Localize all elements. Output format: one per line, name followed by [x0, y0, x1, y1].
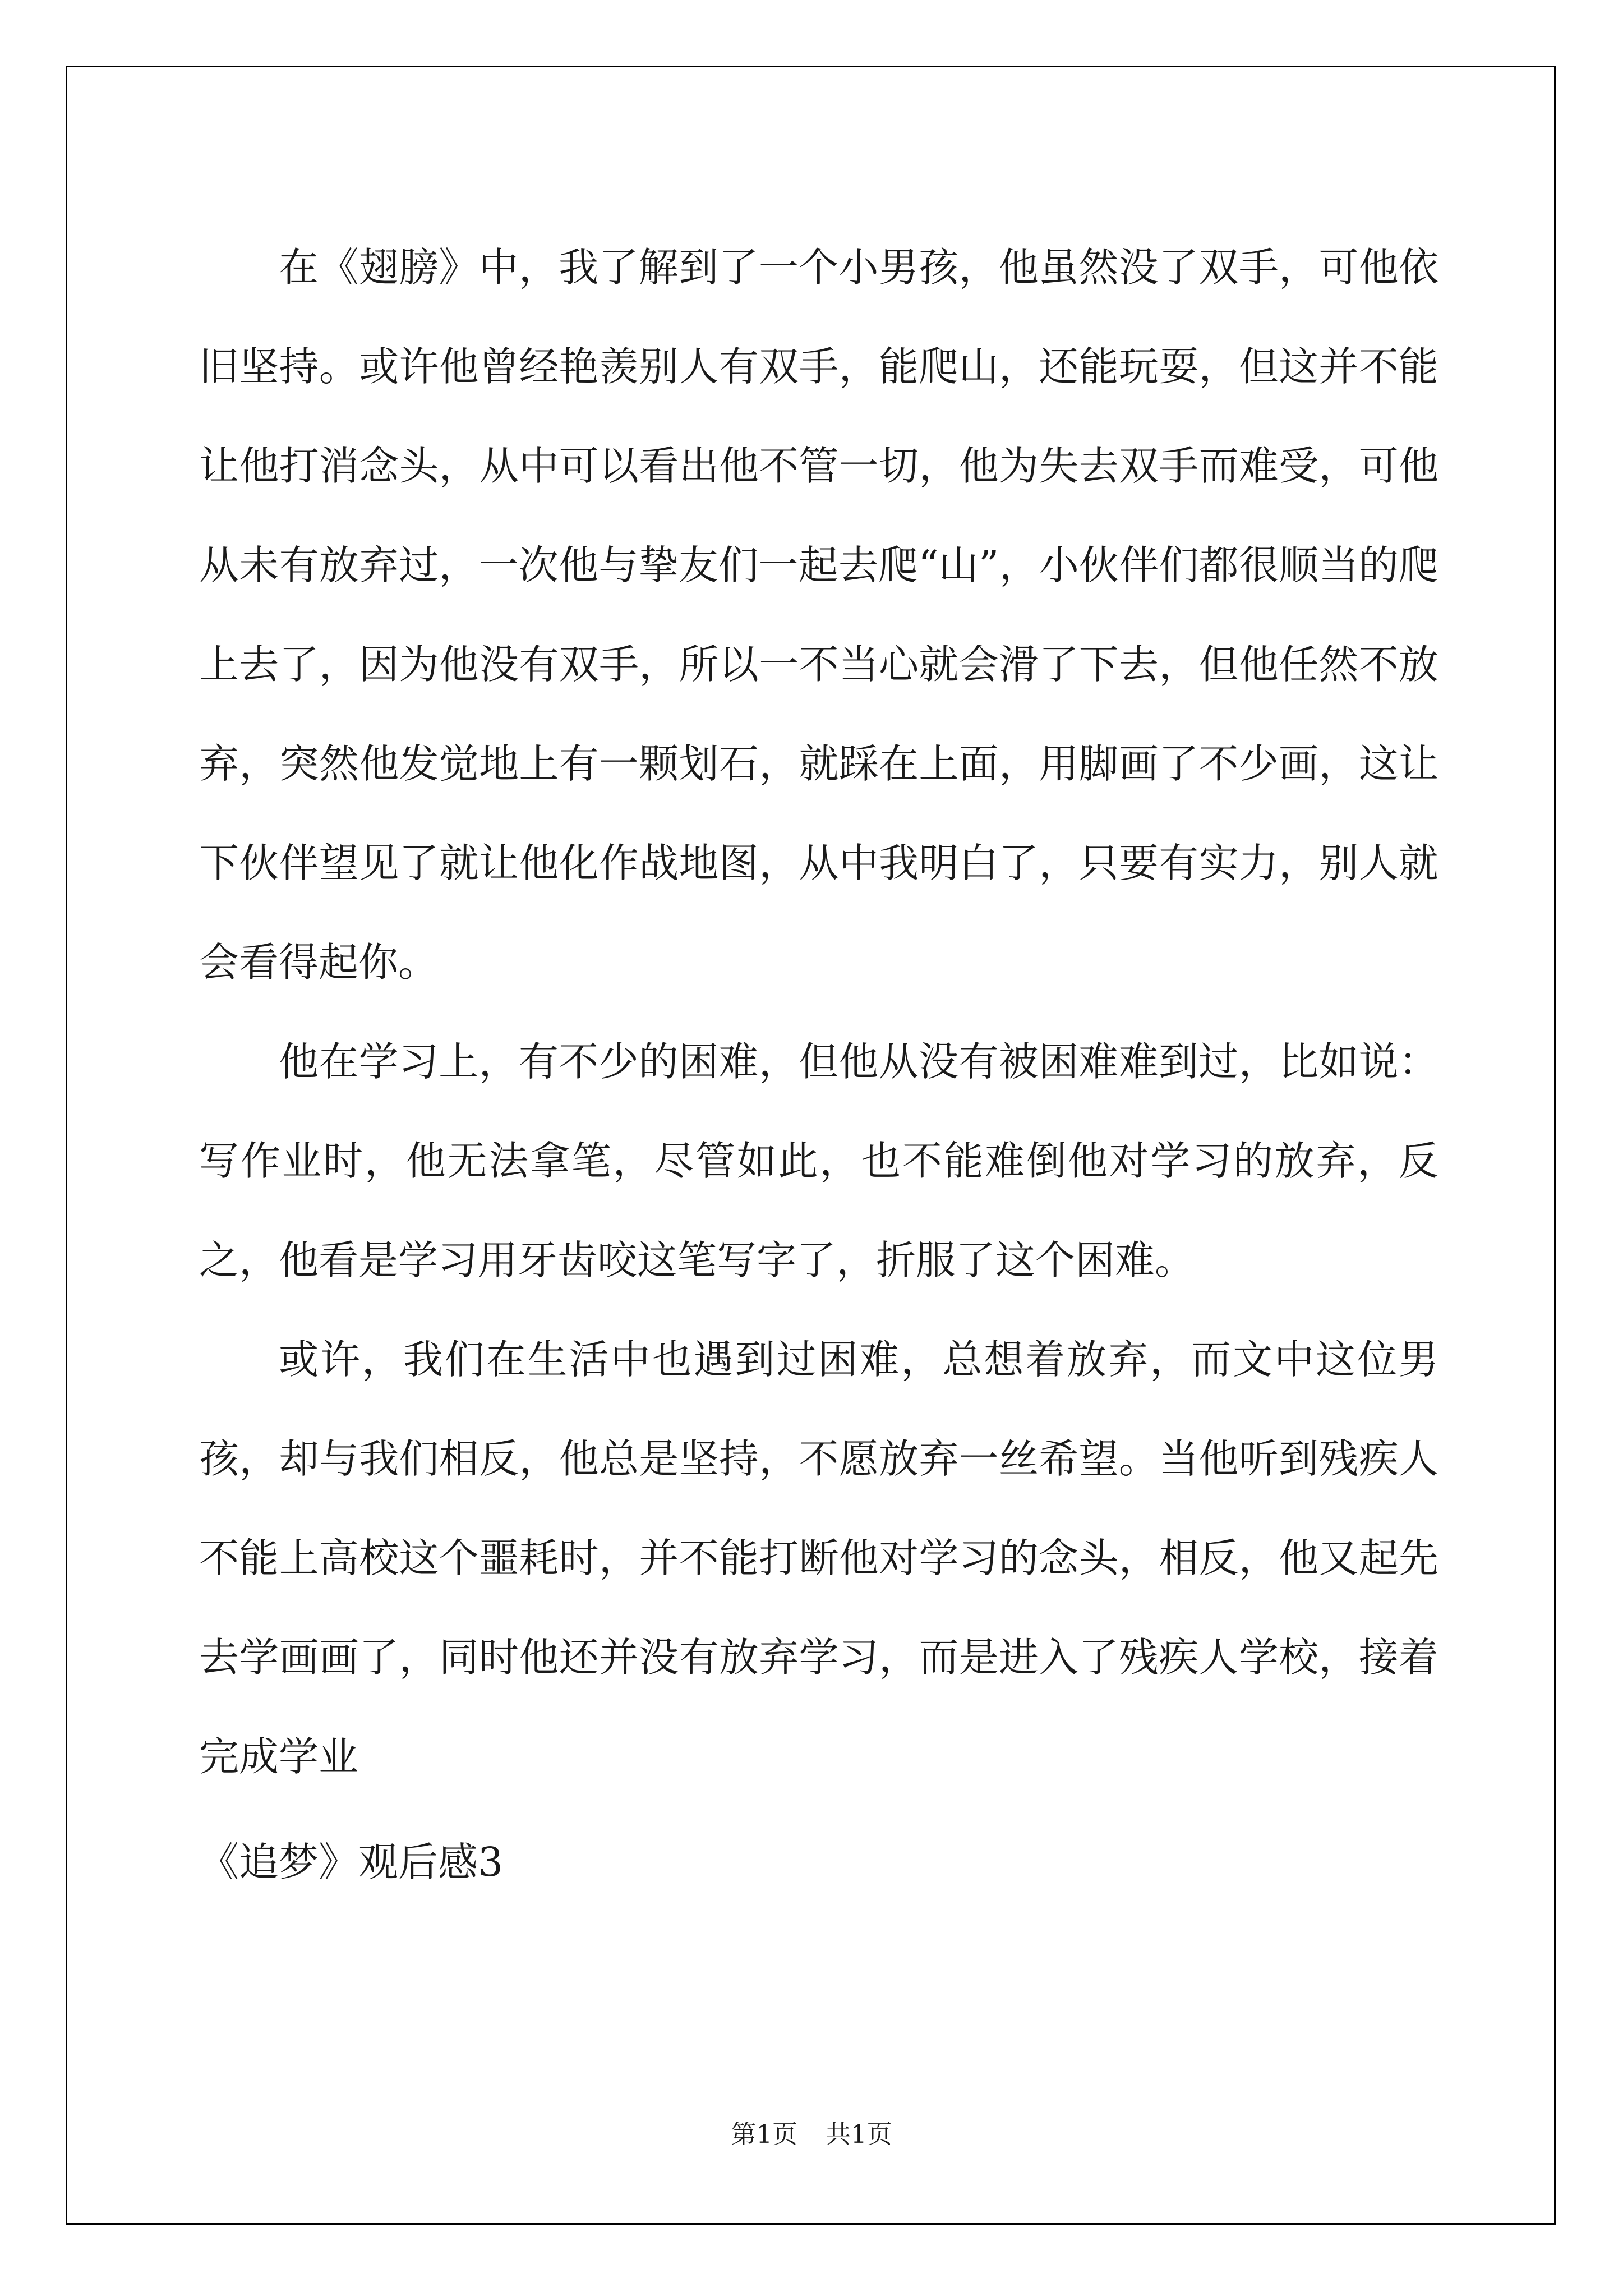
page-footer: [0, 2114, 1623, 2150]
page-number: 第1页: [731, 2119, 797, 2149]
section-heading: 《追梦》观后感3: [199, 1839, 504, 1885]
document-body: [199, 218, 1438, 1896]
paragraph-2: 他在学习上，有不少的困难，但他从没有被困难难到过，比如说：写作业时，他无法拿笔，尽管如此，也不能难倒他对学习的放弃，反之，他看是学习用牙齿咬这笔写字了，折服了这个困难。: [199, 1038, 1438, 1283]
page-total: 共1页: [826, 2119, 892, 2149]
paragraph-1: 在《翅膀》中，我了解到了一个小男孩，他虽然没了双手，可他依旧坚持。或许他曾经艳羡别人有双手，能爬山，还能玩耍，但这并不能让他打消念头，从中可以看出他不管一切，他为失去双手而难受，可他从未有放弃过，一次他与挚友们一起去爬“山”，小伙伴们都很顺当的爬上去了，因为他没有双手，所以一不当心就会滑了下去，但他任然不放弃，突然他发觉地上有一颗划石，就踩在上面，用脚画了不少画，这让下伙伴望见了就让他化作战地图，从中我明白了，只要有实力，别人就会看得起你。: [199, 244, 1438, 986]
paragraph-3: 或许，我们在生活中也遇到过困难，总想着放弃，而文中这位男孩，却与我们相反，他总是坚持，不愿放弃一丝希望。当他听到残疾人不能上高校这个噩耗时，并不能打断他对学习的念头，相反，他又起先去学画画了，同时他还并没有放弃学习，而是进入了残疾人学校，接着完成学业: [199, 1336, 1438, 1780]
